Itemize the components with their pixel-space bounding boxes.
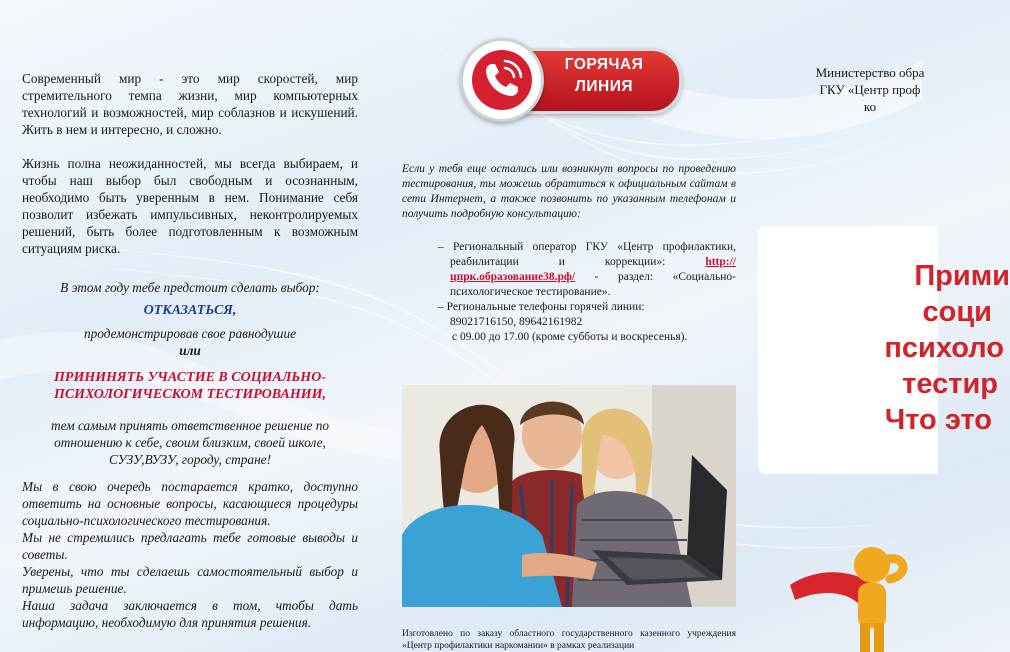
accept-note: тем самым принять ответственное решение по отношению к себе, своим близким, своей школе, СУЗУ,ВУЗУ, городу, стране! (50, 418, 330, 467)
contact-item-operator (402, 240, 736, 300)
closing-paragraph-4: Наша задача заключается в том, чтобы дать информацию, необходимую для принятия решения. (22, 598, 358, 630)
closing-paragraph-2: Мы не стремились предлагать тебе готовые выводы и советы. (22, 530, 358, 562)
hotline-icon-circle (460, 38, 544, 122)
students-illustration (402, 385, 736, 607)
closing-paragraph-3: Уверены, что ты сделаешь самостоятельный выбор и примешь решение. (22, 564, 358, 596)
phones-hours: с 09.00 до 17.00 (кроме субботы и воскресенья). (452, 331, 688, 343)
middle-panel (402, 162, 736, 345)
phone-icon (472, 50, 532, 110)
ministry-line-3: ко (863, 99, 877, 114)
operator-link[interactable]: http://цпрк.образование38.рф/ (450, 256, 736, 283)
contact-intro: Если у тебя еще остались или возникнут вопросы по проведению тестирования, ты можешь обратиться к официальным сайтам в сети Интернет, а также позвонить по указанным телефонам и получить подробную консультацию: (402, 163, 736, 220)
phones-numbers: 89021716150, 89642161982 (450, 316, 583, 328)
choice-intro: В этом году тебе предстоит сделать выбор: (60, 280, 320, 295)
intro-paragraph-2: Жизнь полна неожиданностей, мы всегда выбираем, и чтобы наш выбор был свободным и осознанным, необходимо быть уверенным в нем. Понимание себя позволит избежать импульсивных, неконтролируемых решений, быть более подготовленным к возможным ситуациям риска. (22, 156, 358, 256)
cover-title-line-1: Прими (914, 260, 1010, 292)
ministry-line-1: Министерство обра (815, 65, 925, 80)
hotline-badge (460, 38, 678, 120)
operator-text: – Региональный оператор ГКУ «Центр профилактики, реабилитации и коррекции»: (438, 241, 736, 268)
cover-title (790, 258, 1010, 438)
ministry-line-2: ГКУ «Центр проф (819, 82, 921, 97)
closing-paragraph-1: Мы в свою очередь постарается кратко, доступно ответить на основные вопросы, касающиеся процедуры социально-психологического тестирования. (22, 479, 358, 528)
ministry-header (770, 64, 970, 115)
hotline-label-line1: ГОРЯЧАЯ (564, 56, 644, 73)
choice-refuse: ОТКАЗАТЬСЯ, (143, 303, 237, 318)
hotline-label-line2: ЛИНИЯ (575, 78, 633, 95)
contact-list (402, 240, 736, 345)
thinking-figure-illustration (790, 545, 922, 652)
cover-title-line-3: психоло (884, 332, 1004, 364)
operator-section: - раздел: «Социально-психологическое тестирование». (450, 271, 736, 298)
refuse-note: продемонстрировав свое равнодушие (83, 326, 297, 341)
cover-title-line-2: соци (922, 296, 992, 328)
left-panel (22, 70, 358, 631)
contact-item-phones (402, 300, 736, 315)
phones-label: – Региональные телефоны горячей линии: (438, 301, 645, 313)
intro-paragraph-1: Современный мир - это мир скоростей, мир стремительного темпа жизни, мир компьютерных технологий и возможностей, мир соблазнов и искушений. Жить в нем и интересно, и сложно. (22, 71, 358, 137)
footer-note: Изготовлено по заказу областного государственного казенного учреждения «Центр профилактики наркомании» в рамках реализации (402, 629, 736, 651)
or-label: или (179, 343, 201, 358)
cover-title-line-4: тестир (902, 368, 998, 400)
hotline-label (534, 54, 674, 98)
cover-title-line-5: Что это (884, 404, 992, 436)
choice-accept: ПРИНИНЯТЬ УЧАСТИЕ В СОЦИАЛЬНО-ПСИХОЛОГИЧЕСКОМ ТЕСТИРОВАНИИ, (53, 370, 327, 402)
students-photo (402, 385, 736, 607)
